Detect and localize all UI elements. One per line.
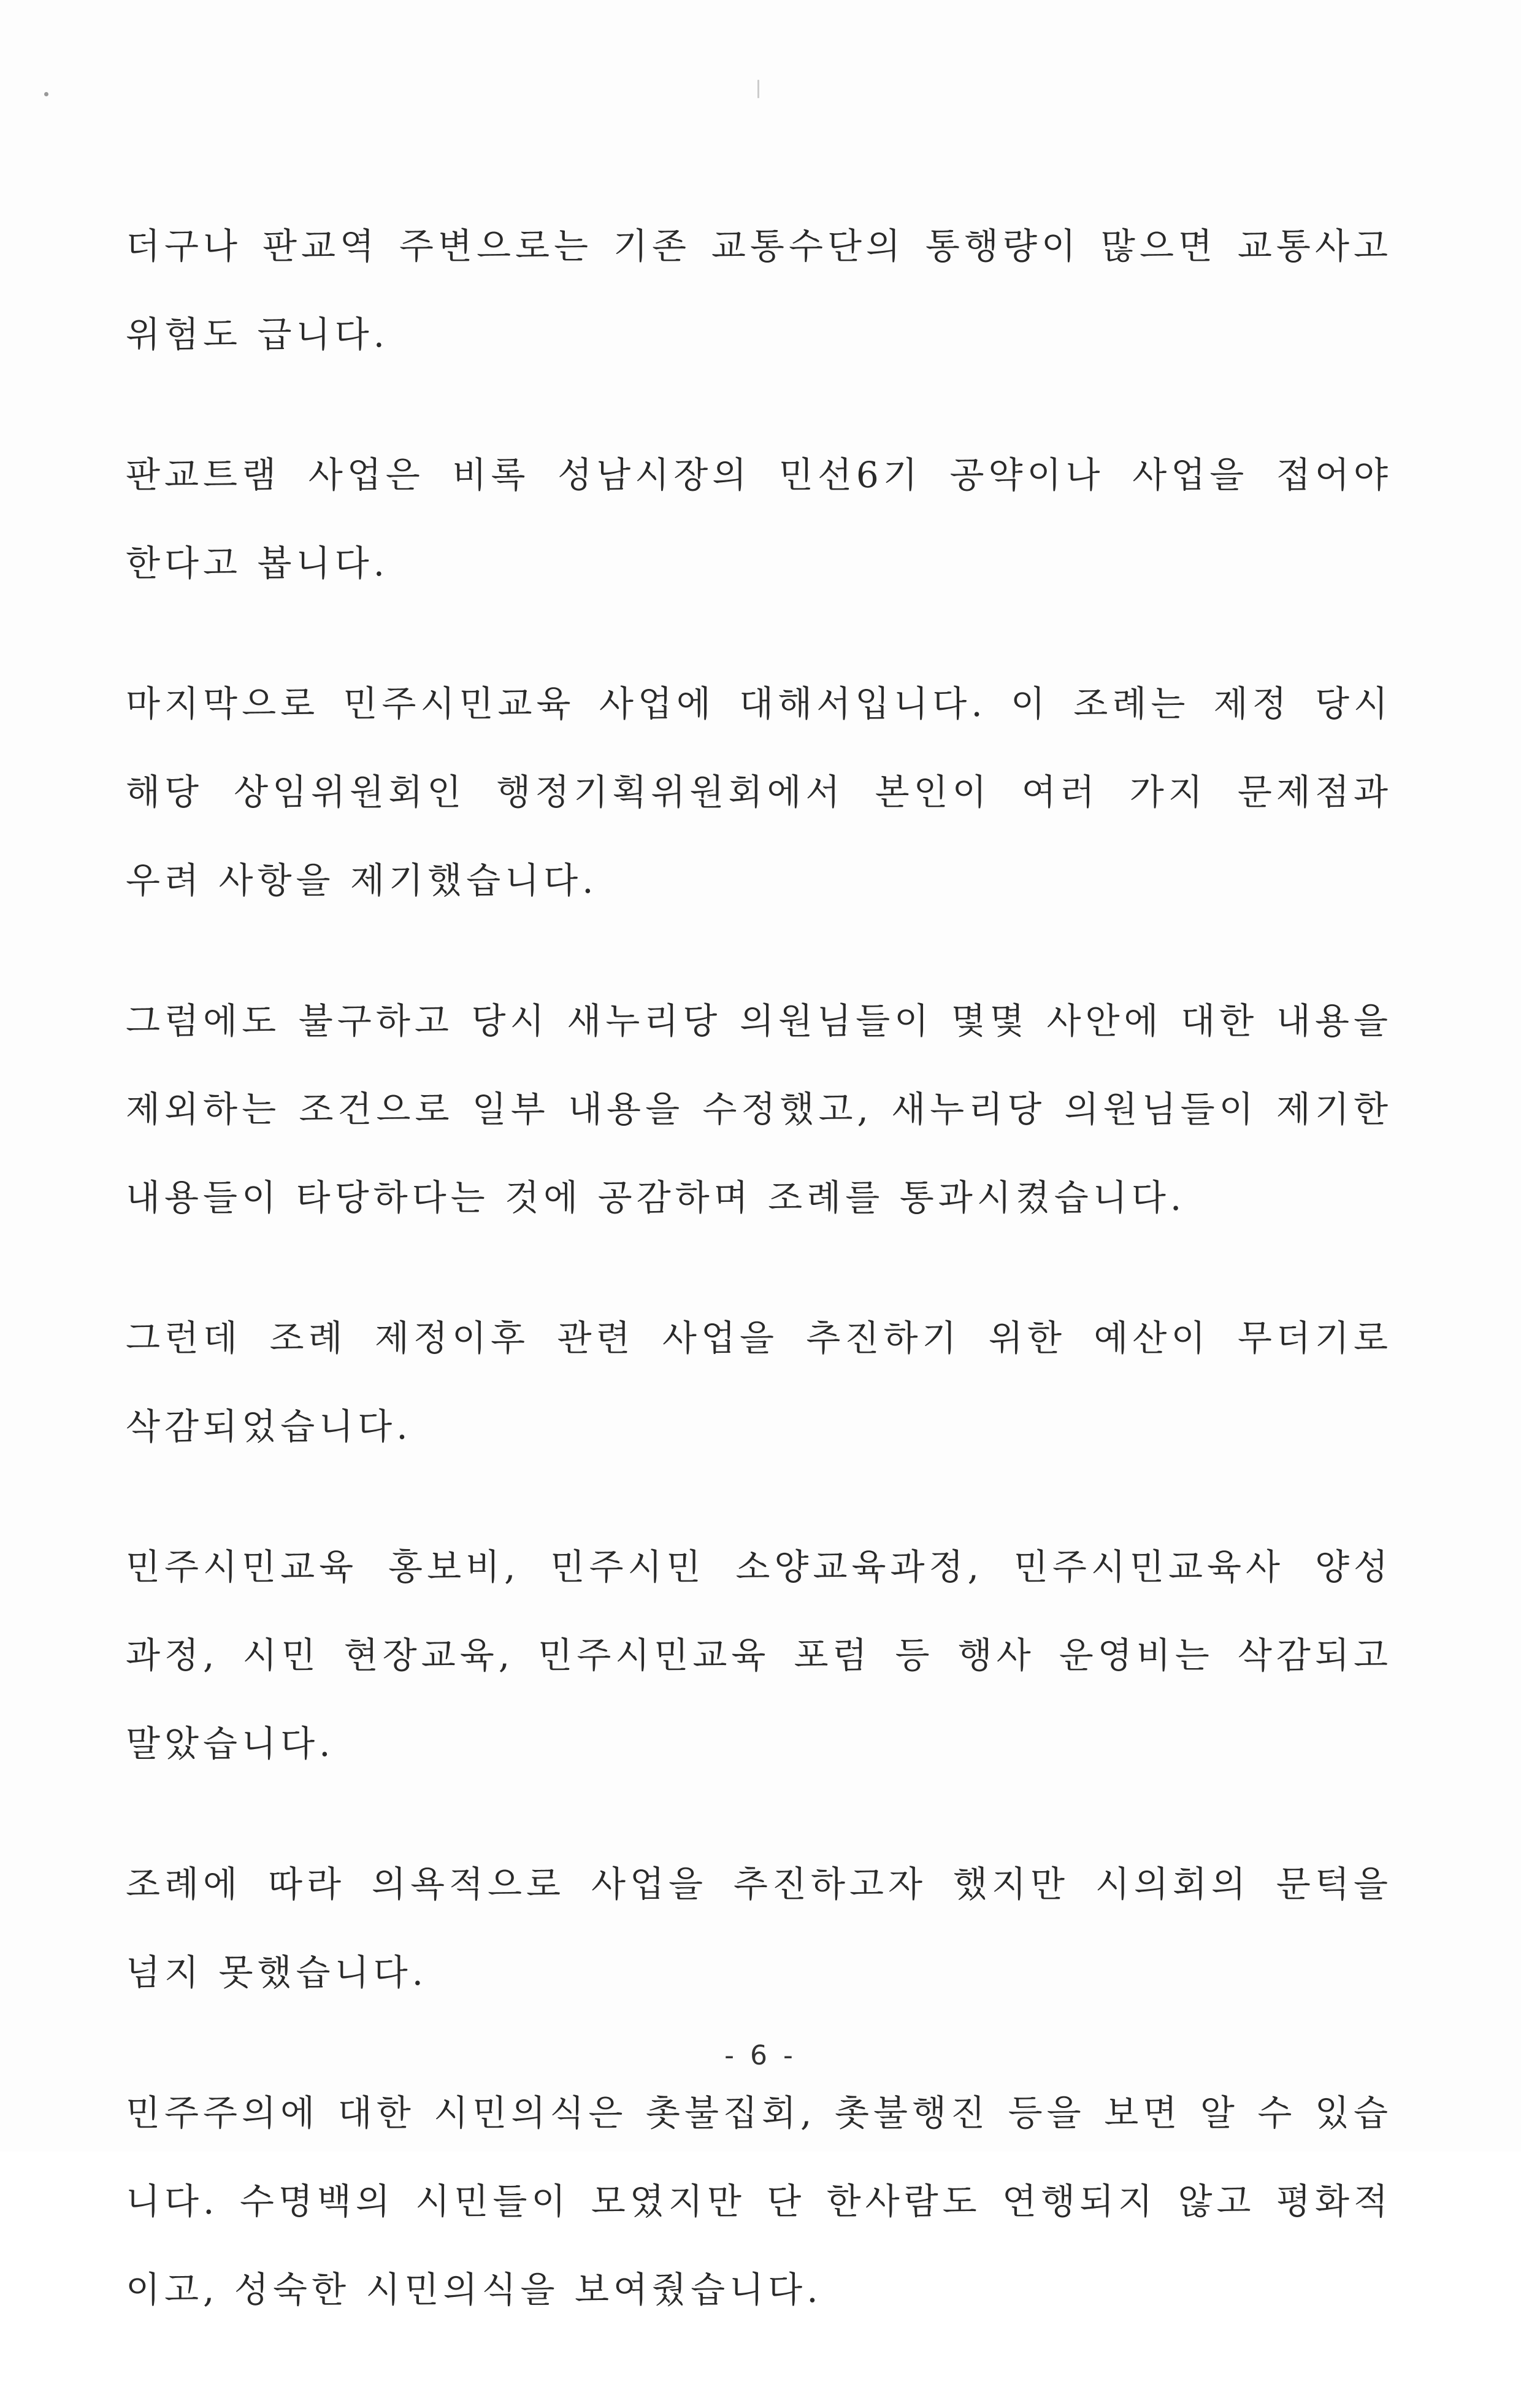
text-line: 그런데 조례 제정이후 관련 사업을 추진하기 위한 예산이 무더기로	[126, 1317, 1392, 1359]
text-line: 말았습니다.	[126, 1723, 335, 1764]
paragraph	[126, 2091, 1392, 2312]
text-line: 삭감되었습니다.	[126, 1406, 412, 1447]
body-text	[126, 224, 1392, 2408]
text-line: 판교트램 사업은 비록 성남시장의 민선6기 공약이나 사업을 접어야	[126, 454, 1392, 496]
scan-speck	[44, 92, 48, 96]
paragraph	[126, 224, 1392, 356]
text-line: 과정, 시민 현장교육, 민주시민교육 포럼 등 행사 운영비는 삭감되고	[126, 1634, 1392, 1676]
paragraph	[126, 453, 1392, 585]
text-line: 한다고 봅니다.	[126, 542, 389, 584]
text-line: 이고, 성숙한 시민의식을 보여줬습니다.	[126, 2269, 822, 2310]
text-line: 제외하는 조건으로 일부 내용을 수정했고, 새누리당 의원님들이 제기한	[126, 1088, 1392, 1130]
text-line: 니다. 수명백의 시민들이 모였지만 단 한사람도 연행되지 않고 평화적	[126, 2180, 1392, 2222]
text-line: 그럼에도 불구하고 당시 새누리당 의원님들이 몇몇 사안에 대한 내용을	[126, 1000, 1392, 1042]
page-number: - 6 -	[724, 2040, 797, 2071]
text-line: 넘지 못했습니다.	[126, 1952, 428, 1993]
text-line: 더구나 판교역 주변으로는 기존 교통수단의 통행량이 많으면 교통사고	[126, 225, 1392, 267]
paragraph	[126, 1545, 1392, 1766]
text-line: 내용들이 타당하다는 것에 공감하며 조례를 통과시켰습니다.	[126, 1177, 1186, 1218]
text-line: 민주주의에 대한 시민의식은 촛불집회, 촛불행진 등을 보면 알 수 있습	[126, 2092, 1392, 2134]
text-line: 민주시민교육 홍보비, 민주시민 소양교육과정, 민주시민교육사 양성	[126, 1546, 1392, 1588]
paragraph	[126, 1316, 1392, 1448]
text-line: 마지막으로 민주시민교육 사업에 대해서입니다. 이 조례는 제정 당시	[126, 683, 1392, 725]
text-line: 조례에 따라 의욕적으로 사업을 추진하고자 했지만 시의회의 문턱을	[126, 1863, 1392, 1905]
text-line: 해당 상임위원회인 행정기획위원회에서 본인이 여러 가지 문제점과	[126, 771, 1392, 813]
scan-speck	[757, 80, 759, 98]
text-line: 위험도 급니다.	[126, 314, 389, 355]
paragraph	[126, 999, 1392, 1220]
paragraph	[126, 1862, 1392, 1994]
text-line: 우려 사항을 제기했습니다.	[126, 860, 598, 901]
paragraph	[126, 682, 1392, 902]
